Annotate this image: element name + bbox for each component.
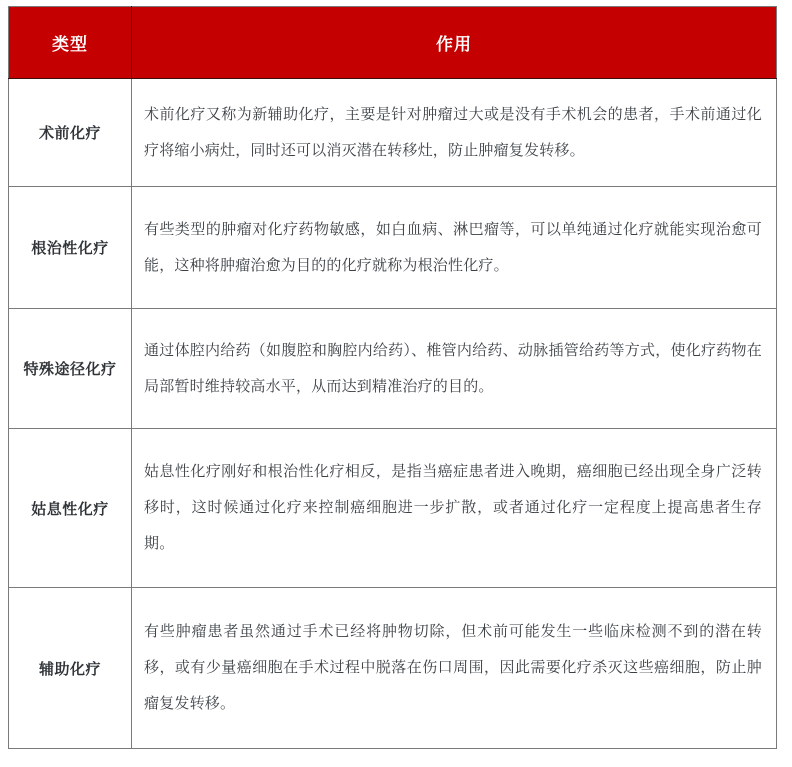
cell-effect <box>132 429 777 588</box>
table-row <box>9 429 777 588</box>
chemotherapy-types-table <box>8 6 777 749</box>
cell-effect-text: 姑息性化疗刚好和根治性化疗相反，是指当癌症患者进入晚期，癌细胞已经出现全身广泛转移时，这时候通过化疗来控制癌细胞进一步扩散，或者通过化疗一定程度上提高患者生存期。 <box>144 463 762 552</box>
cell-effect-text: 术前化疗又称为新辅助化疗，主要是针对肿瘤过大或是没有手术机会的患者，手术前通过化疗将缩小病灶，同时还可以消灭潜在转移灶，防止肿瘤复发转移。 <box>144 105 762 159</box>
cell-effect <box>132 588 777 749</box>
cell-effect-text: 有些肿瘤患者虽然通过手术已经将肿物切除，但术前可能发生一些临床检测不到的潜在转移，或有少量癌细胞在手术过程中脱落在伤口周围，因此需要化疗杀灭这些癌细胞，防止肿瘤复发转移。 <box>144 623 762 712</box>
cell-effect <box>132 309 777 429</box>
table-row <box>9 309 777 429</box>
table-row <box>9 187 777 309</box>
table-container <box>8 6 776 749</box>
cell-type: 特殊途径化疗 <box>9 309 132 429</box>
table-header <box>9 7 777 79</box>
column-header-effect: 作用 <box>132 7 777 79</box>
cell-type: 辅助化疗 <box>9 588 132 749</box>
cell-type: 术前化疗 <box>9 79 132 187</box>
cell-type: 姑息性化疗 <box>9 429 132 588</box>
cell-effect <box>132 79 777 187</box>
table-row <box>9 79 777 187</box>
table-body <box>9 79 777 749</box>
cell-type: 根治性化疗 <box>9 187 132 309</box>
column-header-type: 类型 <box>9 7 132 79</box>
cell-effect <box>132 187 777 309</box>
cell-effect-text: 通过体腔内给药（如腹腔和胸腔内给药）、椎管内给药、动脉插管给药等方式，使化疗药物在局部暂时维持较高水平，从而达到精准治疗的目的。 <box>144 341 762 395</box>
table-row <box>9 588 777 749</box>
cell-effect-text: 有些类型的肿瘤对化疗药物敏感，如白血病、淋巴瘤等，可以单纯通过化疗就能实现治愈可能，这种将肿瘤治愈为目的的化疗就称为根治性化疗。 <box>144 220 762 274</box>
header-row <box>9 7 777 79</box>
